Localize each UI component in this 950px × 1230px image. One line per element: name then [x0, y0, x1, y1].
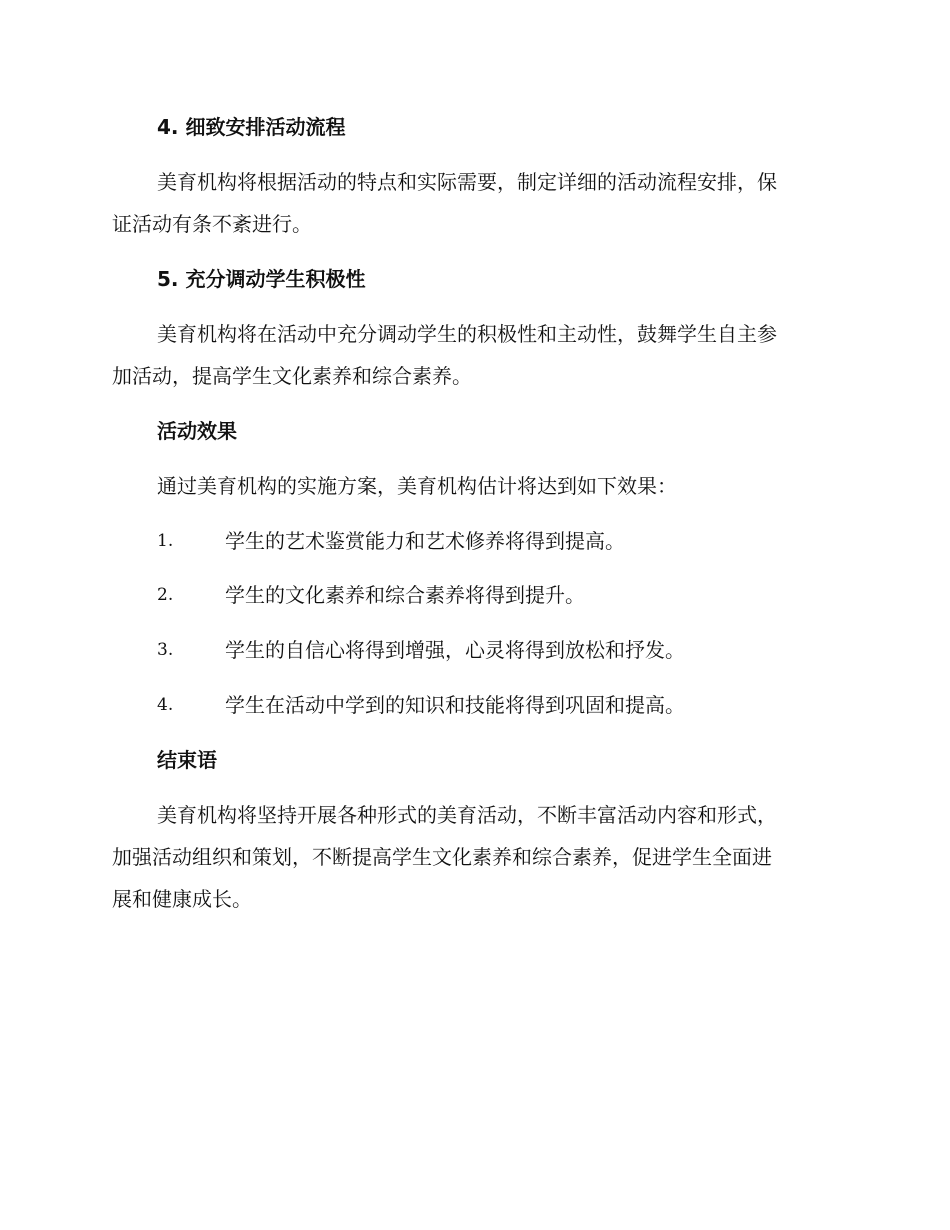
- paragraph-line: 美育机构将在活动中充分调动学生的积极性和主动性，鼓舞学生自主参: [157, 322, 777, 346]
- paragraph-line: 加活动，提高学生文化素养和综合素养。: [112, 364, 472, 388]
- paragraph-line: 通过美育机构的实施方案，美育机构估计将达到如下效果：: [157, 474, 677, 498]
- section-heading-effects: 活动效果: [157, 419, 237, 443]
- paragraph-line: 美育机构将根据活动的特点和实际需要，制定详细的活动流程安排，保: [157, 170, 777, 194]
- section-heading-conclusion: 结束语: [157, 748, 217, 772]
- paragraph-line: 美育机构将坚持开展各种形式的美育活动，不断丰富活动内容和形式，: [157, 803, 777, 827]
- list-number: 1.: [157, 531, 174, 551]
- list-text: 学生的文化素养和综合素养将得到提升。: [225, 583, 585, 607]
- section-heading-4: 4. 细致安排活动流程: [157, 115, 346, 139]
- list-text: 学生在活动中学到的知识和技能将得到巩固和提高。: [225, 693, 685, 717]
- paragraph-line: 展和健康成长。: [112, 887, 252, 911]
- section-heading-5: 5. 充分调动学生积极性: [157, 267, 366, 291]
- list-number: 4.: [157, 695, 174, 715]
- paragraph-line: 加强活动组织和策划，不断提高学生文化素养和综合素养，促进学生全面进: [112, 845, 772, 869]
- list-text: 学生的自信心将得到增强，心灵将得到放松和抒发。: [225, 638, 685, 662]
- list-text: 学生的艺术鉴赏能力和艺术修养将得到提高。: [225, 529, 625, 553]
- list-number: 2.: [157, 585, 174, 605]
- list-number: 3.: [157, 640, 174, 660]
- paragraph-line: 证活动有条不紊进行。: [112, 212, 312, 236]
